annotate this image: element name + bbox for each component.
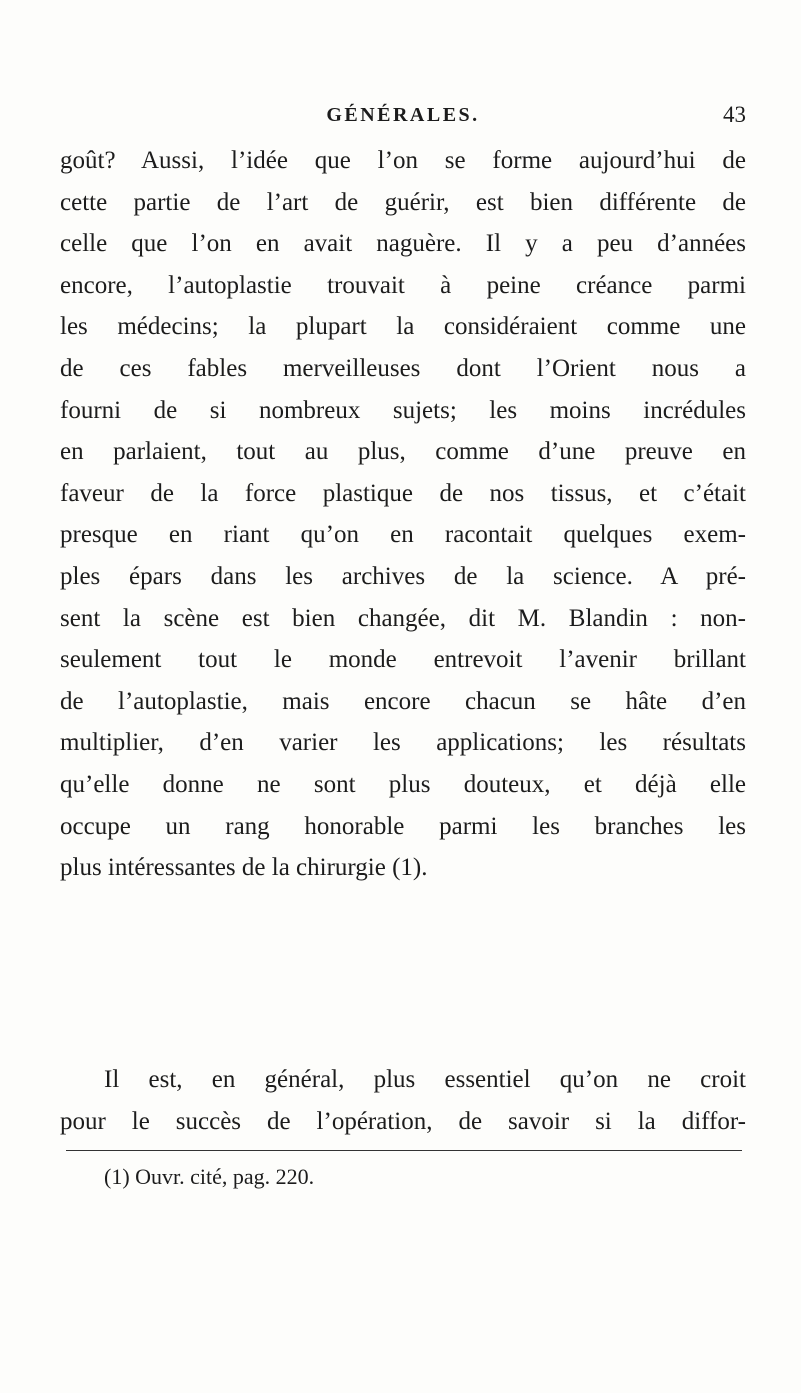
text-line: celle que l’on en avait naguère. Il y a peu d’années xyxy=(60,230,746,258)
footnote: (1) Ouvr. cité, pag. 220. xyxy=(104,1164,315,1189)
text-line: occupe un rang honorable parmi les branches les xyxy=(60,812,746,840)
paragraph-1 xyxy=(60,140,746,889)
text-line: les médecins; la plupart la considéraient comme une xyxy=(60,313,746,341)
page-number: 43 xyxy=(723,102,746,127)
text-line: fourni de si nombreux sujets; les moins incrédules xyxy=(60,396,746,424)
footnote-divider xyxy=(66,1150,742,1151)
text-line: faveur de la force plastique de nos tissus, et c’était xyxy=(60,479,746,507)
text-line: multiplier, d’en varier les applications; les résultats xyxy=(60,729,746,757)
text-line: cette partie de l’art de guérir, est bien différente de xyxy=(60,188,746,216)
text-line: encore, l’autoplastie trouvait à peine créance parmi xyxy=(60,271,746,299)
text-line: goût? Aussi, l’idée que l’on se forme aujourd’hui de xyxy=(60,147,746,174)
text-line: de l’autoplastie, mais encore chacun se hâte d’en xyxy=(60,687,746,715)
paragraph-2 xyxy=(60,1059,746,1142)
text-line: ples épars dans les archives de la science. A pré- xyxy=(60,562,746,590)
text-line: en parlaient, tout au plus, comme d’une preuve en xyxy=(60,438,746,466)
text-line: sent la scène est bien changée, dit M. Blandin : non- xyxy=(60,604,746,632)
text-line: de ces fables merveilleuses dont l’Orient nous a xyxy=(60,354,746,382)
running-title: GÉNÉRALES. xyxy=(326,104,480,126)
text-line: seulement tout le monde entrevoit l’avenir brillant xyxy=(60,646,746,674)
running-head xyxy=(60,104,746,134)
text-line: presque en riant qu’on en racontait quelques exem- xyxy=(60,521,746,549)
text-line: Il est, en général, plus essentiel qu’on ne croit xyxy=(104,1066,746,1093)
text-line: qu’elle donne ne sont plus douteux, et déjà elle xyxy=(60,770,746,798)
text-line: plus intéressantes de la chirurgie (1). xyxy=(60,854,428,882)
text-line: pour le succès de l’opération, de savoir si la diffor- xyxy=(60,1107,746,1135)
